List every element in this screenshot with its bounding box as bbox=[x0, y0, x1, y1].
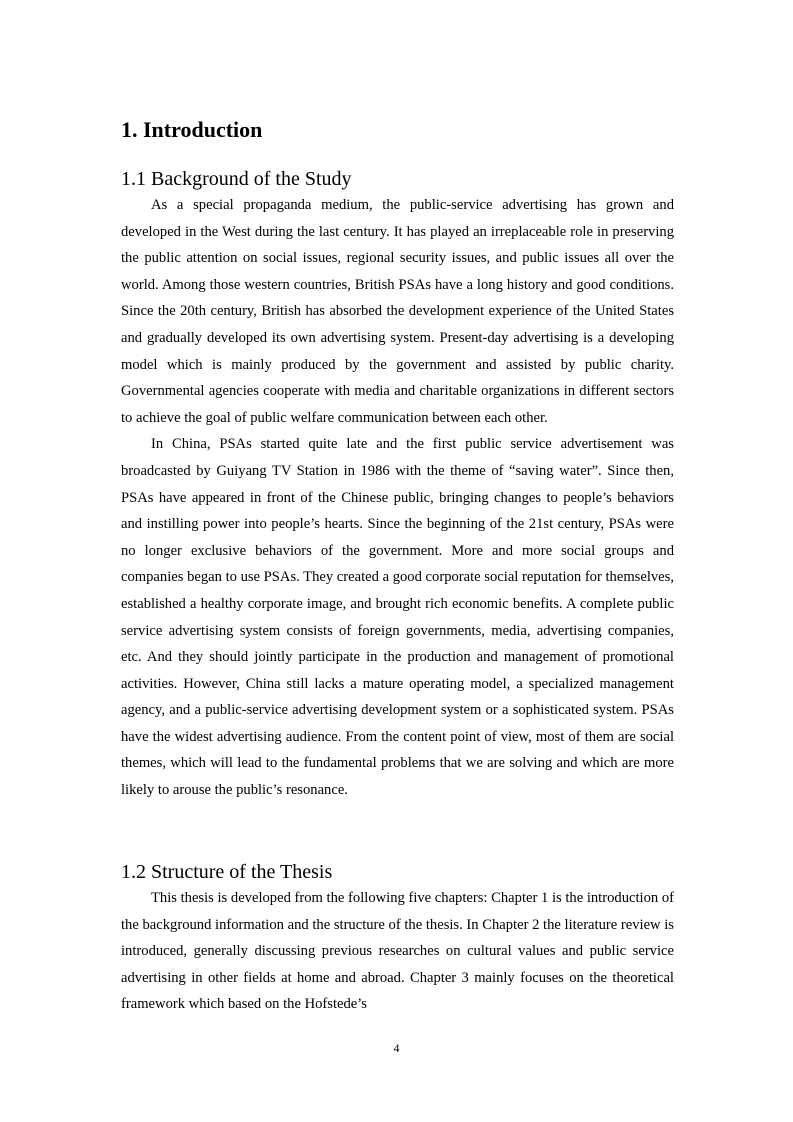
section-structure bbox=[121, 859, 674, 1018]
section-heading: 1.1 Background of the Study bbox=[121, 168, 352, 190]
section-background bbox=[121, 166, 674, 804]
paragraph: As a special propaganda medium, the public-service advertising has grown and developed in the West during the last century. It has played an irreplaceable role in preserving the public attention on social issues, regional security issues, and public issues all over the world. Among those western countries, British PSAs have a long history and good conditions. Since the 20th century, British has absorbed the development experience of the United States and gradually developed its own advertising system. Present-day advertising is a developing model which is mainly produced by the government and assisted by public charity. Governmental agencies cooperate with media and charitable organizations in different sectors to achieve the goal of public welfare communication between each other. bbox=[121, 197, 674, 426]
paragraph: This thesis is developed from the following five chapters: Chapter 1 is the introduction of the background information and the structure of the thesis. In Chapter 2 the literature review is introduced, generally discussing previous researches on cultural values and public service advertising in other fields at home and abroad. Chapter 3 mainly focuses on the theoretical framework which based on the Hofstede’s bbox=[121, 890, 674, 1013]
chapter-title: 1. Introduction bbox=[121, 117, 263, 142]
paragraph: In China, PSAs started quite late and the first public service advertisement was broadcasted by Guiyang TV Station in 1986 with the theme of “saving water”. Since then, PSAs have appeared in front of the Chinese public, bringing changes to people’s behaviors and instilling power into people’s hearts. Since the beginning of the 21st century, PSAs were no longer exclusive behaviors of the government. More and more social groups and companies began to use PSAs. They created a good corporate social reputation for themselves, established a healthy corporate image, and brought rich economic benefits. A complete public service advertising system consists of foreign governments, media, advertising companies, etc. And they should jointly participate in the production and management of promotional activities. However, China still lacks a mature operating model, a specialized management agency, and a public-service advertising development system or a sophisticated system. PSAs have the widest advertising audience. From the content point of view, most of them are social themes, which will lead to the fundamental problems that we are solving and which are more likely to arouse the public’s resonance. bbox=[121, 436, 674, 799]
section-heading: 1.2 Structure of the Thesis bbox=[121, 861, 333, 883]
page-number: 4 bbox=[393, 1041, 400, 1055]
